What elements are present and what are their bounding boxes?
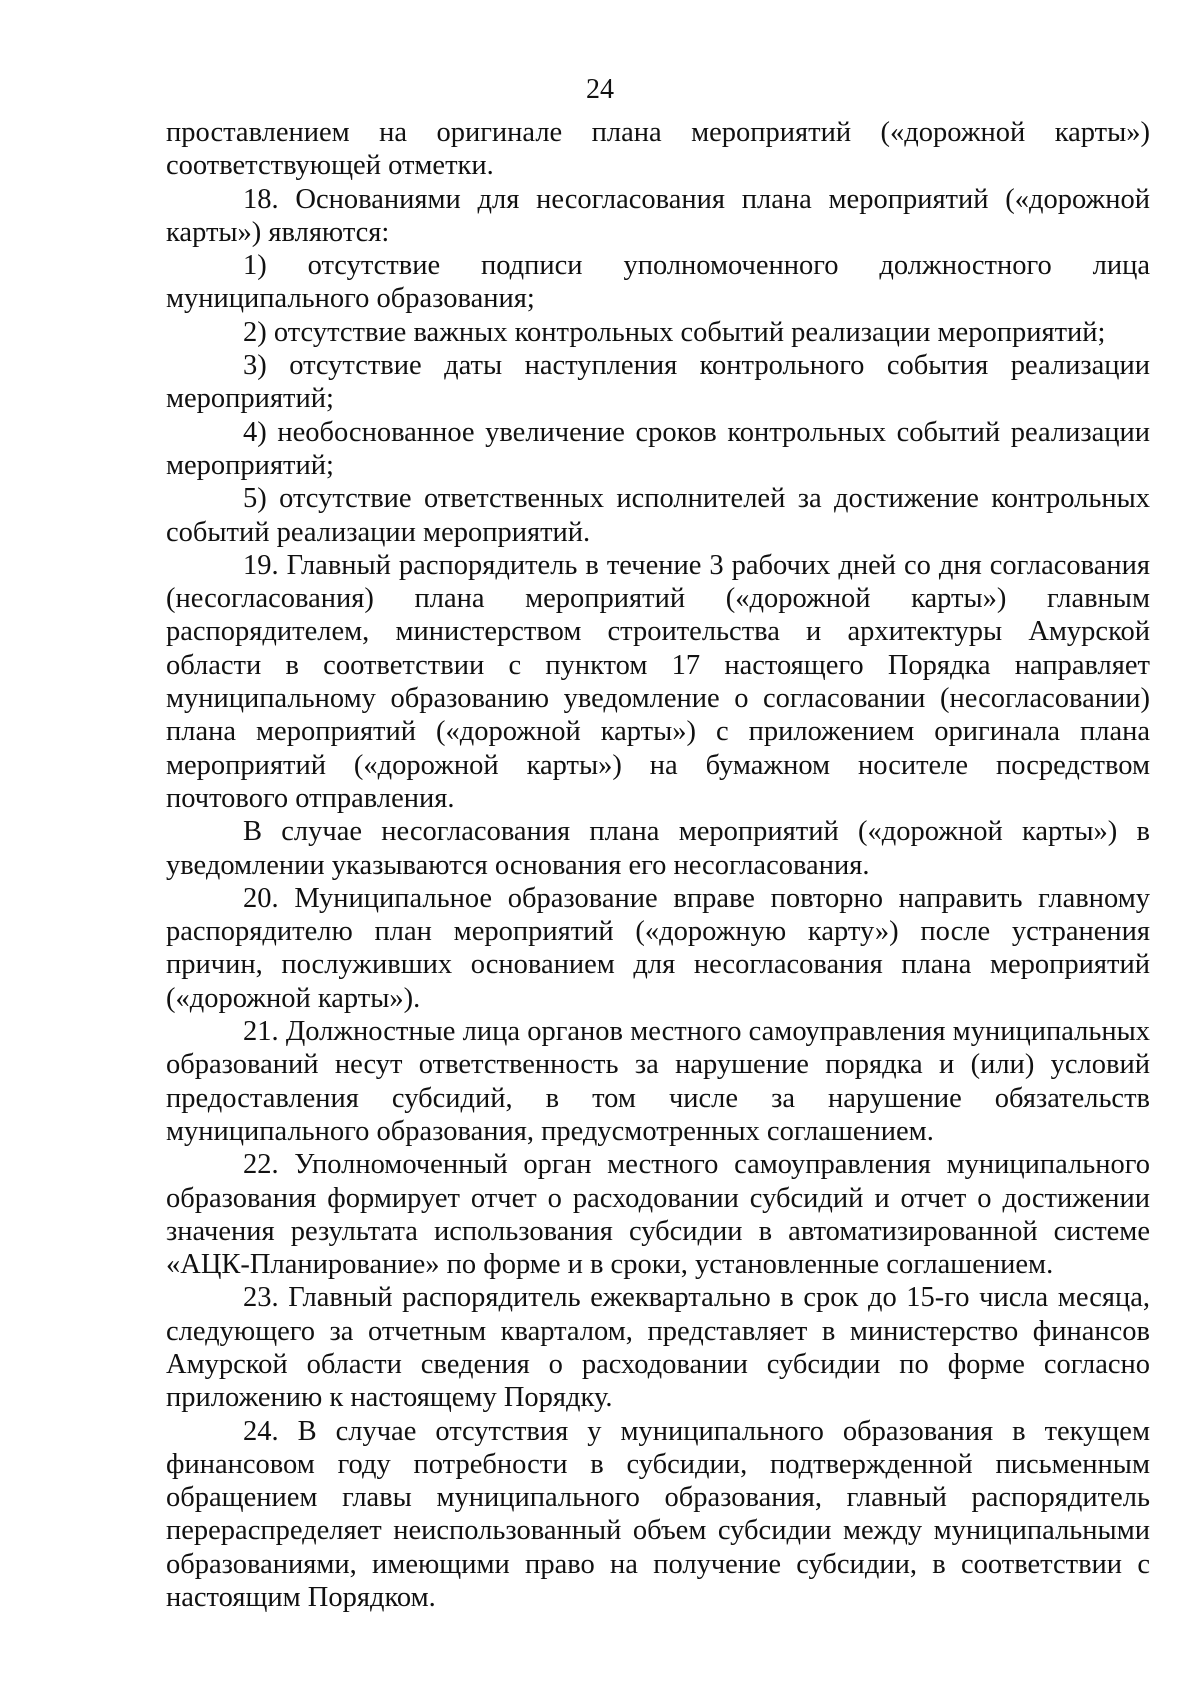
page-number: 24 [586,74,614,105]
paragraph-item-19-note: В случае несогласования плана мероприятий («дорожной карты») в уведомлении указываются основания его несогласования. [166,816,1150,881]
paragraph-subitem-4: 4) необоснованное увеличение сроков контрольных событий реализации мероприятий; [166,416,1150,481]
paragraph-subitem-5: 5) отсутствие ответственных исполнителей за достижение контрольных событий реализации мероприятий. [166,483,1150,548]
paragraph-subitem-3: 3) отсутствие даты наступления контрольного события реализации мероприятий; [166,350,1150,415]
paragraph-continuation: проставлением на оригинале плана мероприятий («дорожной карты») соответствующей отметки. [166,117,1150,182]
paragraph-item-18: 18. Основаниями для несогласования плана мероприятий («дорожной карты») являются: [166,183,1150,248]
paragraph-item-22: 22. Уполномоченный орган местного самоуправления муниципального образования формирует отчет о расходовании субсидий и отчет о достижении значения результата использования субсидии в автоматизированной системе «АЦК-Планирование» по форме и в сроки, установленные соглашением. [166,1149,1150,1281]
paragraph-subitem-2: 2) отсутствие важных контрольных событий реализации мероприятий; [243,316,1106,348]
paragraph-item-19: 19. Главный распорядитель в течение 3 рабочих дней со дня согласования (несогласования) плана мероприятий («дорожной карты») главным распорядителем, министерством строительства и архитектуры Амурской области в соответствии с пунктом 17 настоящего Порядка направляет муниципальному образованию уведомление о согласовании (несогласовании) плана мероприятий («дорожной карты») с приложением оригинала плана мероприятий («дорожной карты») на бумажном носителе посредством почтового отправления. [166,549,1150,814]
paragraph-subitem-1: 1) отсутствие подписи уполномоченного должностного лица муниципального образования; [166,250,1150,315]
paragraph-item-24: 24. В случае отсутствия у муниципального образования в текущем финансовом году потребности в субсидии, подтвержденной письменным обращением главы муниципального образования, главный распорядитель перераспределяет неиспользованный объем субсидии между муниципальными образованиями, имеющими право на получение субсидии, в соответствии с настоящим Порядком. [166,1415,1150,1614]
document-body [166,116,1150,1614]
paragraph-item-21: 21. Должностные лица органов местного самоуправления муниципальных образований несут ответственность за нарушение порядка и (или) условий предоставления субсидий, в том числе за нарушение обязательств муниципального образования, предусмотренных соглашением. [166,1016,1150,1147]
paragraph-item-20: 20. Муниципальное образование вправе повторно направить главному распорядителю план мероприятий («дорожную карту») после устранения причин, послуживших основанием для несогласования плана мероприятий («дорожной карты»). [166,882,1150,1014]
paragraph-item-23: 23. Главный распорядитель ежеквартально в срок до 15-го числа месяца, следующего за отчетным кварталом, представляет в министерство финансов Амурской области сведения о расходовании субсидии по форме согласно приложению к настоящему Порядку. [166,1282,1150,1414]
